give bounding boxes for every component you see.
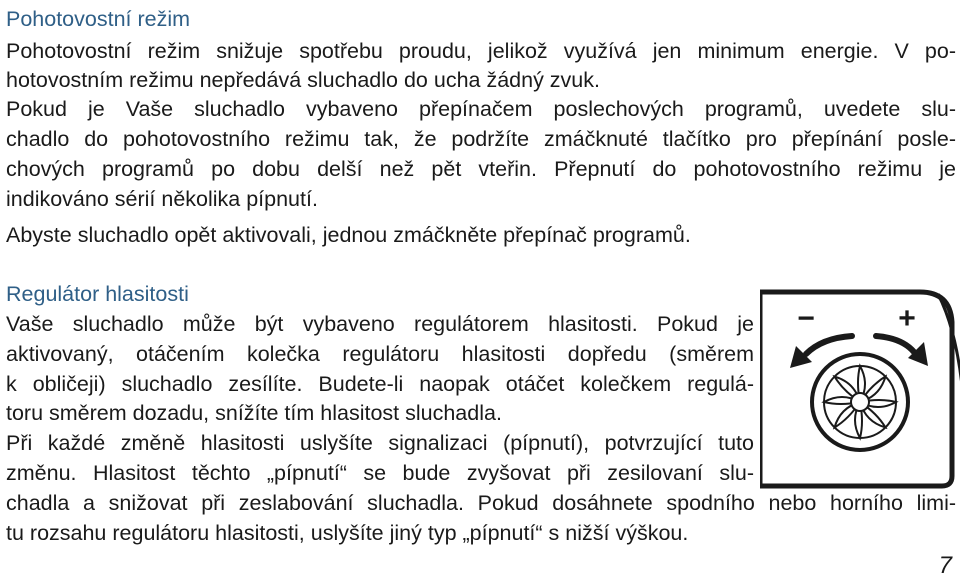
- plus-label: +: [898, 302, 916, 335]
- paragraph-line: chadlo do pohotovostního režimu tak, že podržíte zmáčknuté tlačítko pro přepínání posle-: [6, 127, 956, 151]
- paragraph-line: Vaše sluchadlo může být vybaveno regulátorem hlasitosti. Pokud je: [6, 312, 754, 336]
- paragraph-line: toru směrem dozadu, snížíte tím hlasitost sluchadla.: [6, 401, 502, 425]
- paragraph-line: aktivovaný, otáčením kolečka regulátoru hlasitosti dopředu (směrem: [6, 342, 754, 366]
- paragraph-line: změnu. Hlasitost těchto „pípnutí“ se bude zvyšovat při zesilovaní slu-: [6, 461, 754, 485]
- volume-wheel-icon: [812, 354, 908, 450]
- page-number: 7: [938, 552, 952, 579]
- paragraph-line: indikováno sérií několika pípnutí.: [6, 187, 318, 211]
- paragraph-line: chových programů po dobu delší než pět vteřin. Přepnutí do pohotovostního režimu je: [6, 157, 956, 181]
- paragraph-line: hotovostním režimu nepředává sluchadlo do ucha žádný zvuk.: [6, 68, 600, 92]
- paragraph-line: chadla a snižovat při zeslabování sluchadla. Pokud dosáhnete spodního nebo horního limi-: [6, 491, 956, 515]
- paragraph-line: Pohotovostní režim snižuje spotřebu proudu, jelikož využívá jen minimum energie. V po-: [6, 39, 956, 63]
- volume-wheel-illustration: [760, 286, 960, 496]
- paragraph-line: k obličeji) sluchadlo zesílíte. Budete-li naopak otáčet kolečkem regulá-: [6, 372, 754, 396]
- section-title-volume: Regulátor hlasitosti: [6, 282, 189, 306]
- section-title-standby: Pohotovostní režim: [6, 7, 191, 31]
- minus-label: −: [797, 302, 815, 335]
- paragraph-line: Abyste sluchadlo opět aktivovali, jednou zmáčkněte přepínač programů.: [6, 223, 691, 247]
- paragraph-line: Pokud je Vaše sluchadlo vybaveno přepínačem poslechových programů, uvedete slu-: [6, 97, 956, 121]
- paragraph-line: Při každé změně hlasitosti uslyšíte signalizaci (pípnutí), potvrzující tuto: [6, 431, 754, 455]
- paragraph-line: tu rozsahu regulátoru hlasitosti, uslyšíte jiný typ „pípnutí“ s nižší výškou.: [6, 521, 689, 545]
